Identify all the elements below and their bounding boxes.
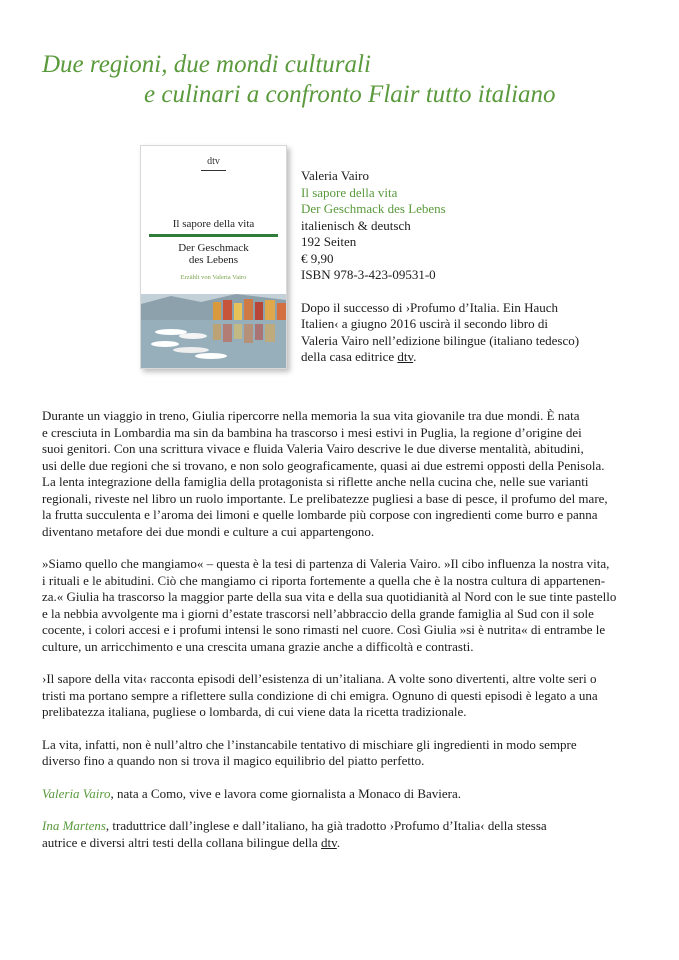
book-intro-line: Valeria Vairo nell’edizione bilingue (italiano tedesco) (301, 332, 580, 348)
text-line: usi delle due regioni che si trovano, e non solo geograficamente, quasi ai due estremi opposti della Penisola. (42, 457, 605, 473)
text-line: tristi ma portano sempre a riflettere sulla condizione di chi emigra. Ognuno di questi episodi è legato a una (42, 687, 598, 703)
page-title (42, 50, 662, 110)
book-intro-line: Italien‹ a giugno 2016 uscirà il secondo libro di (301, 316, 548, 331)
book-cover-subtitle-line-2: des Lebens (188, 254, 239, 266)
paragraph-episodes (42, 671, 642, 721)
text-line: »Siamo quello che mangiamo« – questa è la tesi di partenza di Valeria Vairo. »Il cibo influenza la nostra vita, (42, 556, 610, 571)
lake-village-illustration (141, 294, 286, 368)
book-title-italian: Il sapore della vita (301, 184, 398, 200)
text-line: prelibatezza italiana, pugliese o lombarda, di cui viene data la ricetta tradizionale. (42, 704, 467, 719)
book-intro (301, 300, 661, 366)
book-intro-line (301, 349, 661, 366)
book-cover-image (140, 145, 287, 369)
page-title-line-1: Due regioni, due mondi culturali (42, 51, 371, 78)
book-title-german: Der Geschmack des Lebens (301, 201, 446, 216)
text-line: La lenta integrazione della famiglia della protagonista si riflette anche nella cucina che, nelle sue varianti (42, 474, 589, 489)
book-intro-text: della casa editrice (301, 349, 398, 364)
book-cover-author: Erzählt von Valeria Vairo (180, 274, 247, 281)
text-line: diventano metafore dei due mondi e culture a cui appartengono. (42, 523, 375, 539)
text-line: diverso fino a quando non si trova il magico equilibrio del piatto perfetto. (42, 753, 425, 768)
book-cover-lake-photo (141, 294, 286, 368)
book-intro-period: . (413, 349, 417, 364)
translator-bio-text: , traduttrice dall’inglese e dall’italiano, ha già tradotto ›Profumo d’Italia‹ della stessa (105, 818, 547, 833)
text-line: ›Il sapore della vita‹ racconta episodi dell’esistenza di un’italiana. A volte sono divertenti, altre volte seri o (42, 671, 597, 686)
book-cover-publisher: dtv (207, 156, 220, 167)
book-languages: italienisch & deutsch (301, 217, 411, 233)
text-line: Durante un viaggio in treno, Giulia ripercorre nella memoria la sua vita giovanile tra due mondi. È nata (42, 408, 580, 423)
book-cover-green-stripe (149, 234, 278, 237)
paragraph-translator-bio (42, 818, 642, 851)
text-line: regionali, riveste nel libro un ruolo importante. Le prelibatezze pugliesi a base di pesce, il profumo del mare, (42, 490, 608, 506)
author-name: Valeria Vairo (42, 785, 111, 801)
text-line: i rituali e le abitudini. Ciò che mangiamo ci riporta fortemente a quella che è la nostra cultura di appartenen- (42, 572, 606, 588)
paragraph-conclusion (42, 737, 642, 770)
text-line: cocente, i colori accesi e i profumi intensi le sono rimasti nel cuore. Così Giulia »si è nutrita« di entrambe le (42, 622, 606, 637)
text-line: culture, un arricchimento e una crescita umana grazie anche a difficoltà e contrasti. (42, 638, 474, 654)
book-intro-line: Dopo il successo di ›Profumo d’Italia. Ein Hauch (301, 299, 559, 315)
book-pages: 192 Seiten (301, 234, 357, 249)
book-cover-subtitle (141, 242, 286, 266)
paragraph-author-bio (42, 786, 642, 803)
text-line: suoi genitori. Con una scrittura vivace e fluida Valeria Vairo descrive le due diverse mentalità, abitudini, (42, 441, 584, 456)
book-isbn: ISBN 978-3-423-09531-0 (301, 267, 436, 282)
book-price: € 9,90 (301, 250, 334, 266)
text-line: e la nebbia avvolgente ma i giorni d’estate trascorsi nell’abbraccio della grande famiglia al Sud con il sole (42, 605, 594, 621)
page-title-line-2: e culinari a confronto Flair tutto italiano (144, 81, 556, 108)
book-cover-publisher-rule (201, 170, 226, 171)
text-line: la frutta succulenta e l’aroma dei limoni e quelle lombarde più corpose con ingredienti come burro e panna (42, 507, 598, 522)
paragraph-synopsis (42, 408, 642, 540)
book-author: Valeria Vairo (301, 168, 369, 183)
text-line: za.« Giulia ha trascorso la maggior parte della sua vita e della sua quotidianità al Nord con le sue tinte pastello (42, 589, 617, 604)
translator-name: Ina Martens (42, 818, 106, 833)
paragraph-thesis (42, 556, 642, 655)
article-body (42, 408, 642, 867)
book-details (301, 168, 661, 366)
text-line: e cresciuta in Lombardia ma sin da bambina ha trascorso i mesi estivi in Puglia, la regione d’origine dei (42, 424, 582, 440)
dtv-link[interactable]: dtv (321, 834, 337, 850)
book-cover-subtitle-line-1: Der Geschmack (178, 242, 249, 254)
translator-bio-period: . (336, 834, 341, 850)
text-line: La vita, infatti, non è null’altro che l’instancabile tentativo di mischiare gli ingredienti in modo sempre (42, 736, 577, 752)
author-bio-text: , nata a Como, vive e lavora come giornalista a Monaco di Baviera. (110, 785, 462, 801)
book-cover-title: Il sapore della vita (172, 218, 255, 230)
translator-bio-text: autrice e diversi altri testi della collana bilingue della (42, 834, 322, 850)
dtv-link[interactable]: dtv (397, 349, 414, 364)
